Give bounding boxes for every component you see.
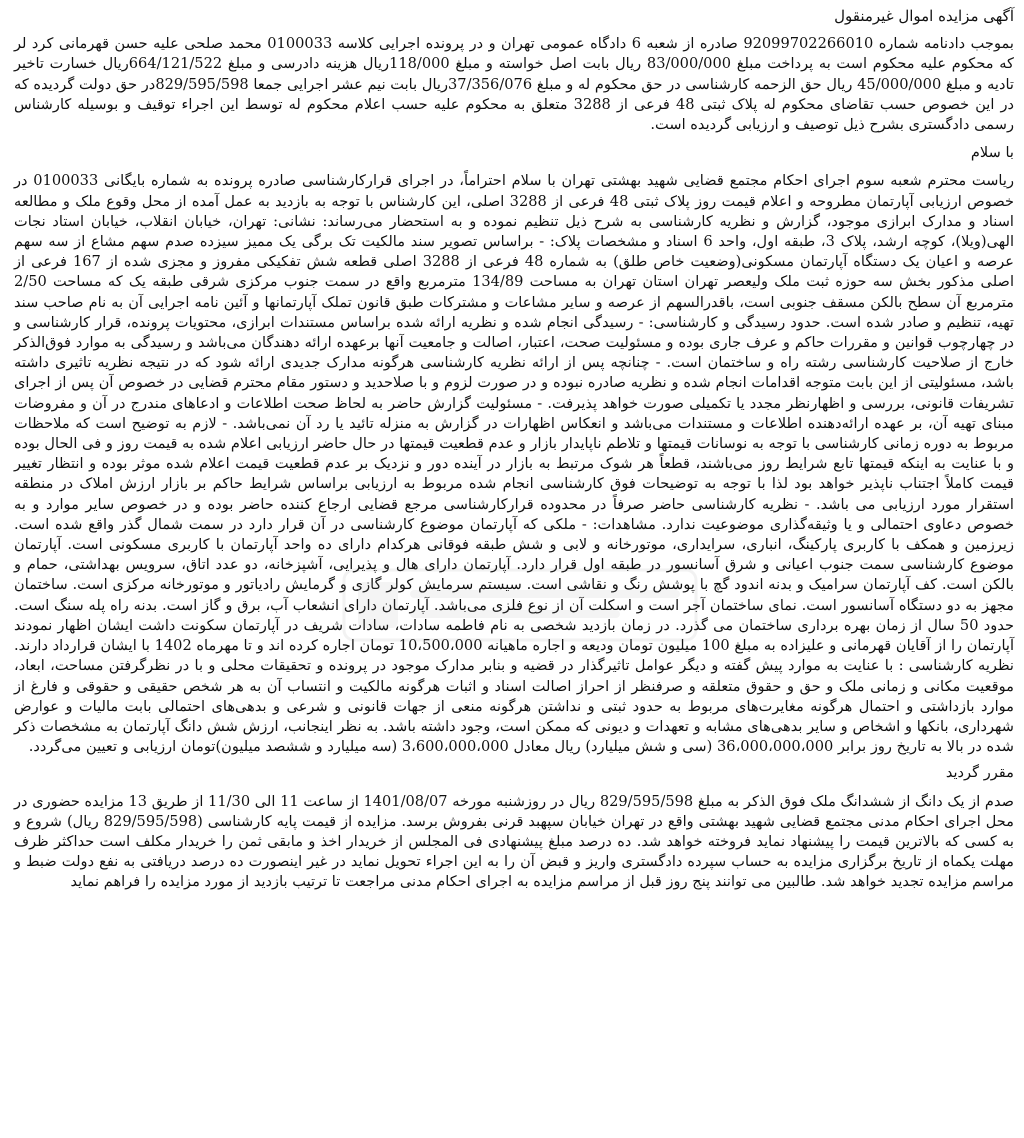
decision-paragraph: صدم از یک دانگ از ششدانگ ملک فوق الذکر به مبلغ 829/595/598 ریال در روزشنبه مورخه 1401/08/07 از ساعت 11 الی 11/30 از طریق 13 مزایده حضوری در محل اجرای احکام مدنی مجتمع قضایی شهید بهشتی واقع در تهران خیابان سپهبد قرنی بفروش برسد. مزایده از قیمت پایه کارشناسی (829/595/598 ریال) شروع و به کسی که بالاترین قیمت را پیشنهاد نماید فروخته خواهد شد. ده درصد مبلغ پیشنهادی فی المجلس از خریدار اخذ و مابقی ثمن را خریدار مکلف است حداکثر ظرف مهلت یکماه از تاریخ برگزاری مزایده به حساب سپرده دادگستری واریز و قبض آن را به این اجراء تحویل نماید در غیر اینصورت ده درصد دریافتی به نفع دولت ضبط و مراسم مزایده تجدید خواهد شد. طالبین می توانند پنج روز قبل از مراسم مزایده به اجرای احکام مدنی مراجعت تا ترتیب بازدید از مورد مزایده را فراهم نماید: [14, 792, 1015, 891]
greeting-line: با سلام: [970, 144, 1014, 162]
notice-title: آگهی مزایده اموال غیرمنقول: [834, 7, 1014, 25]
decision-heading: مقرر گردید: [945, 764, 1014, 782]
notice-intro-paragraph: بموجب دادنامه شماره 92099702266010 صادره از شعبه 6 دادگاه عمومی تهران و در پرونده اجرایی کلاسه 0100033 محمد صلحی علیه حسن قهرمانی کرد لر که محکوم علیه محکوم است به پرداخت مبلغ 83/000/000 ریال بابت اصل خواسته و مبلغ 118/000ریال هزینه دادرسی و مبلغ 664/121/522ریال خسارت تاخیر تادیه و مبلغ 45/000/000 ریال حق الزحمه کارشناسی در حق محکوم له و مبلغ 37/356/076ریال بابت نیم عشر اجرایی جمعا 829/595/598در حق دولت گردیده که در این خصوص حسب تقاضای محکوم له پلاک ثبتی 48 فرعی از 3288 متعلق به محکوم علیه حسب اعلام محکوم له توسط این اجراء توقیف و بوسیله کارشناس رسمی دادگستری بشرح ذیل توصیف و ارزیابی گردیده است.: [14, 35, 1015, 134]
expert-report-paragraph: ریاست محترم شعبه سوم اجرای احکام مجتمع قضایی شهید بهشتی تهران با سلام احتراماً، در اجرای قرارکارشناسی صادره پرونده به شماره بایگانی 0100033 در خصوص ارزیابی آپارتمان مطروحه و اعلام قیمت روز پلاک ثبتی 48 فرعی از 3288 اصلی، این کارشناس با توجه به بازدید به عمل آمده از محل وقوع ملک و مطالعه اسناد و مدارک ابرازی موجود، گزارش و نظریه کارشناسی به شرح ذیل تنظیم نموده و به استحضار می‌رساند: نشانی: تهران، خیابان انقلاب، خیابان استاد نجات الهی(ویلا)، کوچه ارشد، پلاک 3، طبقه اول، واحد 6 اسناد و مشخصات پلاک: - براساس تصویر سند مالکیت تک برگی یک ممیز سیزده صدم سهم مشاع از سه سهم عرصه و اعیان یک دستگاه آپارتمان مسکونی(وضعیت خاص طلق) به شماره 48 فرعی از 3288 اصلی قطعه شش تفکیکی مفروز و مجزی شده از 167 فرعی از اصلی مذکور بخش سه حوزه ثبت ملک ولیعصر تهران استان تهران به مساحت 134/89 مترمربع واقع در سمت جنوب مرکزی شرقی طبقه یک که مساحت 2/50 مترمربع آن سطح بالکن مسقف جنوبی است، باقدرالسهم از عرصه و سایر مشاعات و مشترکات طبق قانون تملک آپارتمانها و آئین نامه اجرایی آن به نام صاحب سند تهیه، تنظیم و صادر شده است. حدود رسیدگی و کارشناسی: - رسیدگی انجام شده و نظریه ارائه شده براساس مستندات ابرازی، محتویات پرونده، قرار کارشناسی و در چهارچوب قوانین و مقررات حاکم و عرف جاری بوده و مسئولیت صحت، اعتبار، اصالت و جامعیت آنها برعهده ارائه دهندگان می‌باشد و رسیدگی به موارد فوق‌الذکر خارج از صلاحیت کارشناسی رشته راه و ساختمان است. - چنانچه پس از ارائه نظریه کارشناسی هرگونه مدارک جدیدی ارائه شود که در نتیجه نظریه تاثیری داشته باشد، مسئولیتی از این بابت متوجه اقدامات انجام شده و نظریه صادره نبوده و در صورت لزوم و با صلاحدید و دستور مقام محترم قضایی در خصوص آن پس از اجرای تشریفات قانونی، بررسی و اظهارنظر مجدد یا تکمیلی صورت خواهد پذیرفت. - مسئولیت گزارش حاضر به لحاظ صحت اطلاعات و ادعاهای مندرج در آن و مفروضات مبنای تهیه آن، بر عهده ارائه‌دهنده اطلاعات و مستندات می‌باشد و انعکاس اظهارات در گزارش به منزله تائید یا رد آن نمی‌باشد. - لازم به توضیح است که ملاحظات مربوط به دوره زمانی کارشناسی با توجه به نوسانات قیمتها و تلاطم ناپایدار بازار و عدم قطعیت قیمتها در حال حاضر ارزیابی اعلام شده به قیمت روز و فی الحال بوده و با عنایت به اینکه قیمتها تابع شرایط روز می‌باشند، قطعاً هر شوک مرتبط به بازار در آینده دور و نزدیک بر عدم قطعیت قیمت اعلام شده موثر بوده و انتظار تغییر قیمت کاملاً اجتناب ناپذیر خواهد بود لذا با توجه به توضیحات فوق کارشناسی انجام شده مربوط به ارزیابی براساس شرایط حاکم بر بازار ارزش املاک در منطقه استقرار مورد ارزیابی می باشد. - نظریه کارشناسی حاضر صرفاً در محدوده قرارکارشناسی مرجع قضایی ارجاع کننده حاضر بوده و در خصوص سایر موارد و به خصوص دعاوی احتمالی و یا وثیقه‌گذاری موضوعیت ندارد. مشاهدات: - ملکی که آپارتمان موضوع کارشناسی در آن قرار دارد در سمت شمال گذر واقع شده است. زیرزمین و همکف با کاربری پارکینگ، انباری، سرایداری، موتورخانه و لابی و شش طبقه فوقانی هرکدام دارای ده واحد آپارتمان با کاربری مسکونی است. آپارتمان موضوع کارشناسی سمت جنوب اعیانی و شرق آسانسور در طبقه اول قرار دارد. آپارتمان دارای هال و پذیرایی، آشپزخانه، دو عدد اتاق، سرویس بهداشتی، حمام و بالکن است. کف آپارتمان سرامیک و بدنه اندود گچ با پوشش رنگ و نقاشی است. سیستم سرمایش کولر گازی و گرمایش رادیاتور و موتورخانه مرکزی است. ساختمان مجهز به دو دستگاه آسانسور است. نمای ساختمان آجر است و اسکلت آن از نوع فلزی می‌باشد. آپارتمان دارای انشعاب آب، برق و گاز است. بدنه راه پله سنگ است. حدود 50 سال از زمان بهره برداری ساختمان می گذرد. در زمان بازدید شخصی به نام فاطمه سادات، سادات شریف در آپارتمان سکونت داشت ایشان اظهار نمودند آپارتمان را از آقایان قهرمانی و علیزاده به مبلغ 100 میلیون تومان ودیعه و اجاره ماهیانه 10،500،000 تومان اجاره کرده اند و تا مهرماه 1402 با ایشان قرارداد دارند. نظریه کارشناسی : با عنایت به موارد پیش گفته و دیگر عوامل تاثیرگذار در قضیه و بنابر مدارک موجود در پرونده و تحقیقات محلی و با در نظرگرفتن مساحت، ابعاد، موقعیت مکانی و زمانی ملک و حق و حقوق متعلقه و صرفنظر از احراز اصالت اسناد و اثبات هرگونه مالکیت و انتساب آن به هر شخص حقیقی و حقوقی و فارغ از موارد بازداشتی و احتمال هرگونه مغایرت‌های مربوط به حدود ثبتی و نداشتن هرگونه منعی از جهات قانونی و شرعی و بدهی‌های احتمالی بابت مالیات و عوارض شهرداری، بانکها و اشخاص و سایر بدهی‌های مشابه و تعهدات و دیونی که ممکن است، وجود داشته باشد. به نظر اینجانب، ارزش شش دانگ آپارتمان به مشخصات ذکر شده در بالا به تاریخ روز برابر 36،000،000،000 (سی و شش میلیارد) ریال معادل 3،600،000،000 (سه میلیارد و ششصد میلیون)تومان ارزیابی و تعیین می‌گردد.: [14, 172, 1015, 756]
